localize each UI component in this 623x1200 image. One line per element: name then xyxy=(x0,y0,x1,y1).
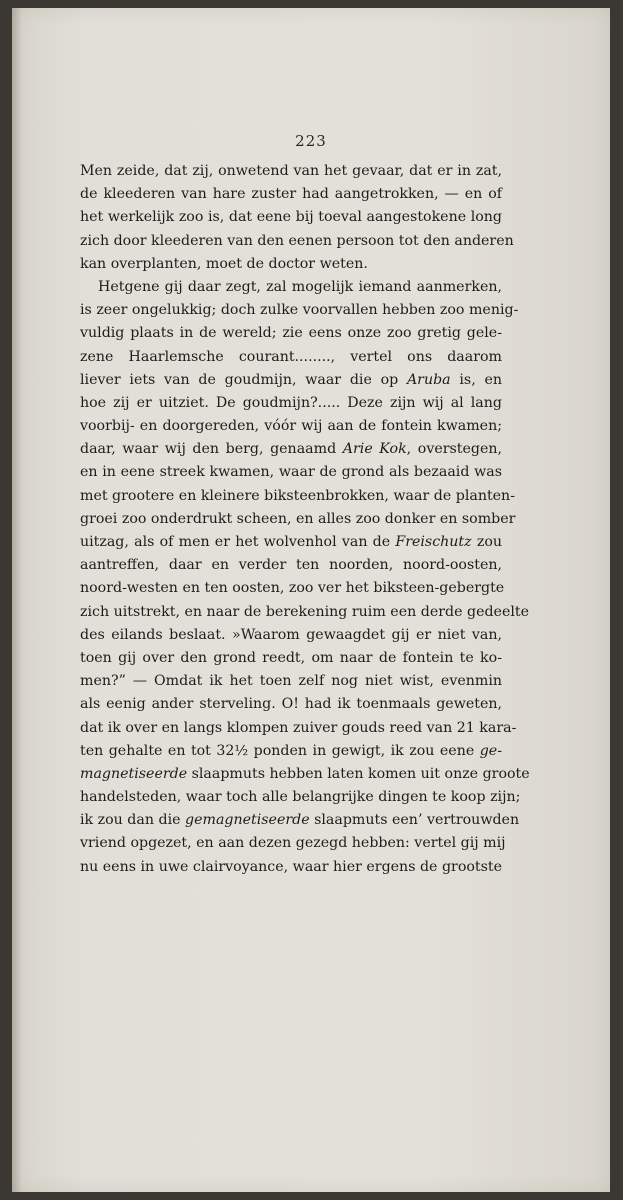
text-line: voorbij- en doorgereden, vóór wij aan de fontein kwamen; xyxy=(80,418,502,435)
text-line: als eenig ander sterveling. O! had ik toenmaals geweten, xyxy=(80,696,502,713)
text-line: kan overplanten, moet de doctor weten. xyxy=(80,255,368,272)
text-line: zich uitstrekt, en naar de berekening ruim een derde gedeelte xyxy=(80,603,529,620)
italic-text: Freischutz xyxy=(395,534,472,550)
text-line: hoe zij er uitziet. De goudmijn?..... Deze zijn wij al lang xyxy=(80,394,502,411)
text-line: nu eens in uwe clairvoyance, waar hier ergens de grootste xyxy=(80,858,502,875)
text-line: met grootere en kleinere biksteenbrokken, waar de planten- xyxy=(80,487,515,504)
text-line: des eilands beslaat. »Waarom gewaagdet gij er niet van, xyxy=(80,626,502,643)
text-line: noord-westen en ten oosten, zoo ver het biksteen-gebergte xyxy=(80,580,505,597)
text-line: aantreffen, daar en verder ten noorden, noord-oosten, xyxy=(80,557,502,574)
text-line: is zeer ongelukkig; doch zulke voorvallen hebben zoo menig- xyxy=(80,302,519,319)
text-line: men?” — Omdat ik het toen zelf nog niet wist, evenmin xyxy=(80,673,502,690)
italic-text: Arie Kok xyxy=(342,441,407,458)
italic-text: gemagnetiseerde xyxy=(185,812,310,829)
text-line: toen gij over den grond reedt, om naar de fontein te ko- xyxy=(80,649,502,666)
text-line: zich door kleederen van den eenen persoon tot den anderen xyxy=(80,232,514,249)
book-page xyxy=(12,8,610,1192)
text-line: vuldig plaats in de wereld; zie eens onze zoo gretig gele- xyxy=(80,325,502,342)
text-line: vriend opgezet, en aan dezen gezegd hebben: vertel gij mij xyxy=(80,835,506,852)
text-line: Men zeide, dat zij, onwetend van het gevaar, dat er in zat, xyxy=(80,163,502,179)
text-line: ten gehalte en tot 32½ ponden in gewigt, ik zou eene ge- xyxy=(80,742,502,759)
body-text xyxy=(80,160,530,879)
text-line: ik zou dan die gemagnetiseerde slaapmuts een’ vertrouwden xyxy=(80,812,520,829)
text-line: zene Haarlemsche courant........, vertel ons daarom xyxy=(80,348,502,365)
text-line: liever iets van de goudmijn, waar die op Aruba is, en xyxy=(80,371,502,388)
text-line: Hetgene gij daar zegt, zal mogelijk iemand aanmerken, xyxy=(98,278,502,295)
text-line: uitzag, als of men er het wolvenhol van de Freischutz zou xyxy=(80,534,502,550)
italic-text: Aruba xyxy=(406,371,451,388)
text-line: handelsteden, waar toch alle belangrijke dingen te koop zijn; xyxy=(80,789,521,806)
text-line: groei zoo onderdrukt scheen, en alles zoo donker en somber xyxy=(80,510,516,527)
text-line: het werkelijk zoo is, dat eene bij toeval aangestokene long xyxy=(80,209,502,226)
spine-shadow xyxy=(12,8,22,1192)
italic-text: ge- xyxy=(479,742,502,759)
text-line: en in eene streek kwamen, waar de grond als bezaaid was xyxy=(80,464,502,481)
text-line: daar, waar wij den berg, genaamd Arie Kok, overstegen, xyxy=(80,441,503,458)
text-line: de kleederen van hare zuster had aangetrokken, — en of xyxy=(80,186,502,203)
page-number: 223 xyxy=(295,132,327,150)
italic-text: magnetiseerde xyxy=(80,765,188,782)
text-line: dat ik over en langs klompen zuiver gouds reed van 21 kara- xyxy=(80,719,517,736)
text-line: magnetiseerde slaapmuts hebben laten komen uit onze groote xyxy=(80,765,530,782)
